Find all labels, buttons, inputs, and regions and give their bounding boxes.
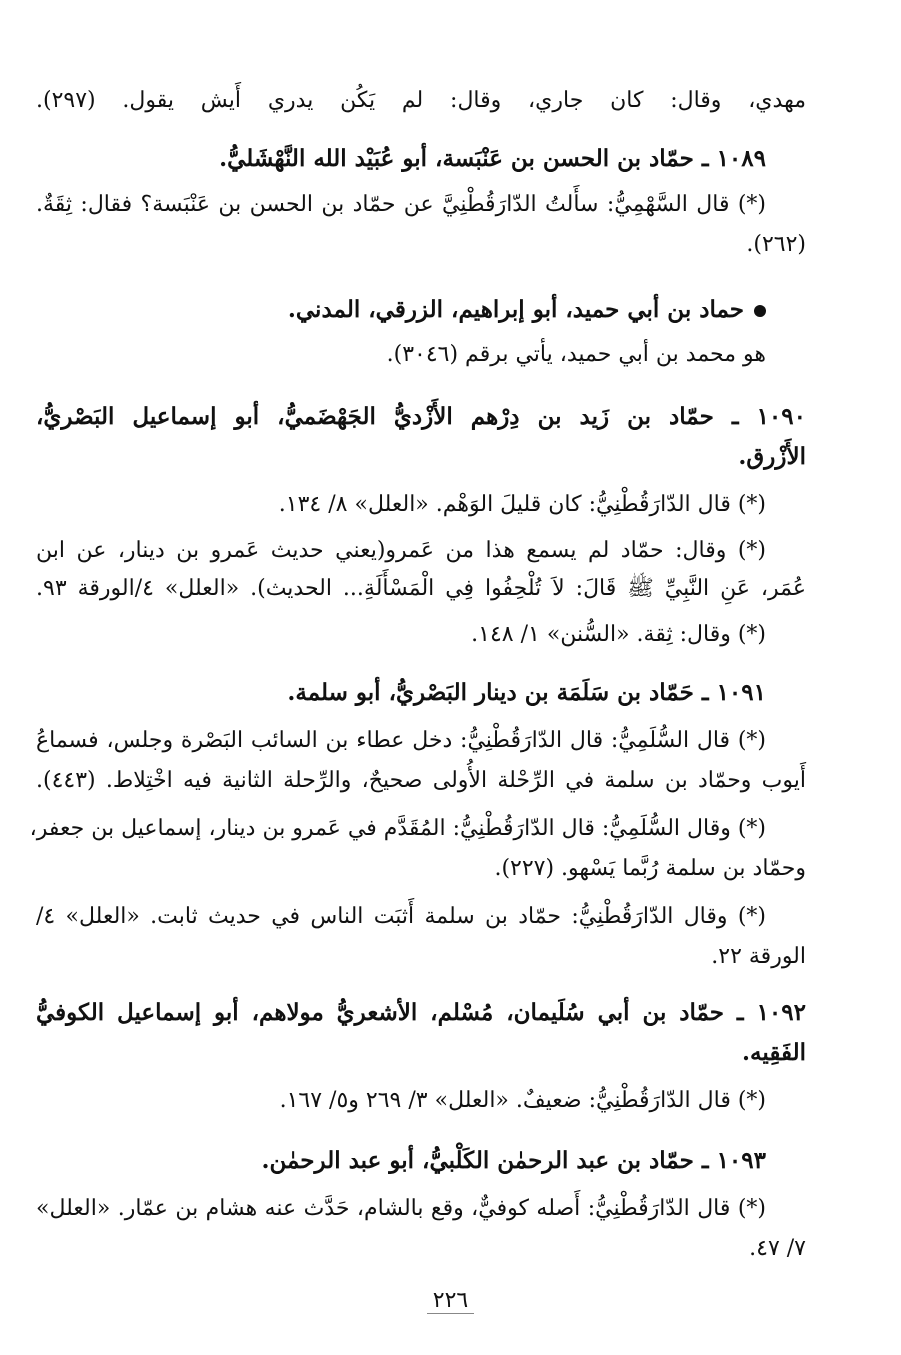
entry-heading-1090-cont: الأَزْرق. (738, 443, 806, 470)
entry-heading-1089: ١٠٨٩ ـ حمّاد بن الحسن بن عَنْبَسة، أبو عُبَيْد الله النَّهْشَليُّ. (219, 145, 766, 172)
text-line: الورقة ٢٢. (711, 944, 806, 969)
text-line: (٢٦٢). (746, 232, 806, 257)
page-number-label: ٢٢٦ (427, 1288, 474, 1314)
entry-heading-1092-cont: الفَقِيه. (742, 1039, 806, 1066)
entry-heading-1092: ١٠٩٢ ـ حمّاد بن أبي سُلَيمان، مُسْلم، الأشعريُّ مولاهم، أبو إسماعيل الكوفيُّ (36, 999, 806, 1026)
text-line: أَيوب وحمّاد بن سلمة في الرِّحْلة الأُولى صحيحٌ، والرِّحلة الثانية فيه اخْتِلاط. (٤٤٣). (36, 768, 806, 793)
page-number (0, 1288, 901, 1314)
note-line: (*) وقال: ثِقة. «السُّنن» ١/ ١٤٨. (471, 622, 766, 647)
text-line: عُمَر، عَنِ النَّبِيِّ ﷺ قَالَ: لاَ تُلْحِفُوا فِي الْمَسْأَلَةِ... الحديث). «العلل» ٤/الورقة ٩٣. (36, 576, 807, 601)
cross-reference-title: حماد بن أبي حميد، أبو إبراهيم، الزرقي، المدني. (287, 296, 744, 323)
bullet-icon (754, 305, 766, 317)
entry-heading-1090: ١٠٩٠ ـ حمّاد بن زَيد بن دِرْهم الأَزْديُّ الجَهْضَميُّ، أبو إسماعيل البَصْريُّ، (36, 403, 806, 430)
note-line: (*) قال الدّارَقُطْنِيُّ: كان قليلَ الوَهْم. «العلل» ٨/ ١٣٤. (278, 492, 766, 517)
text-line: مهدي، وقال: كان جاري، وقال: لم يَكُن يدري أَيش يقول. (٢٩٧). (36, 88, 806, 113)
note-line: (*) وقال الدّارَقُطْنِيُّ: حمّاد بن سلمة أَثبَت الناس في حديث ثابت. «العلل» ٤/ (36, 904, 766, 929)
note-line: (*) وقال السُّلَمِيُّ: قال الدّارَقُطْنِيُّ: المُقَدَّم في عَمرو بن دينار، إسماعيل بن جعفر، (29, 816, 766, 841)
note-line: (*) قال السُّلَمِيُّ: قال الدّارَقُطْنِيُّ: دخل عطاء بن السائب البَصْرة وجلس، فسماعُ (36, 728, 766, 753)
text-line: وحمّاد بن سلمة رُبَّما يَسْهو. (٢٢٧). (494, 856, 806, 881)
note-line: (*) قال السَّهْمِيُّ: سأَلتُ الدّارَقُطْنِيَّ عن حمّاد بن الحسن بن عَنْبَسة؟ فقال: ثِقَةٌ. (36, 192, 766, 217)
cross-reference-note: هو محمد بن أبي حميد، يأتي برقم (٣٠٤٦). (386, 342, 766, 367)
note-line: (*) وقال: حمّاد لم يسمع هذا من عَمرو(يعني حديث عَمرو بن دينار، عن ابن (36, 538, 766, 563)
note-line: (*) قال الدّارَقُطْنِيُّ: ضعيفٌ. «العلل» ٣/ ٢٦٩ و٥/ ١٦٧. (279, 1088, 766, 1113)
note-line: (*) قال الدّارَقُطْنِيُّ: أَصله كوفيٌّ، وقع بالشام، حَدَّث عنه هشام بن عمّار. «العلل» (36, 1196, 766, 1221)
entry-heading-1091: ١٠٩١ ـ حَمّاد بن سَلَمَة بن دينار البَصْريُّ، أبو سلمة. (287, 679, 766, 706)
text-line: ٧/ ٤٧. (749, 1236, 806, 1261)
entry-heading-1093: ١٠٩٣ ـ حمّاد بن عبد الرحمٰن الكَلْبيُّ، أبو عبد الرحمٰن. (261, 1147, 766, 1174)
cross-reference-heading (288, 293, 766, 327)
